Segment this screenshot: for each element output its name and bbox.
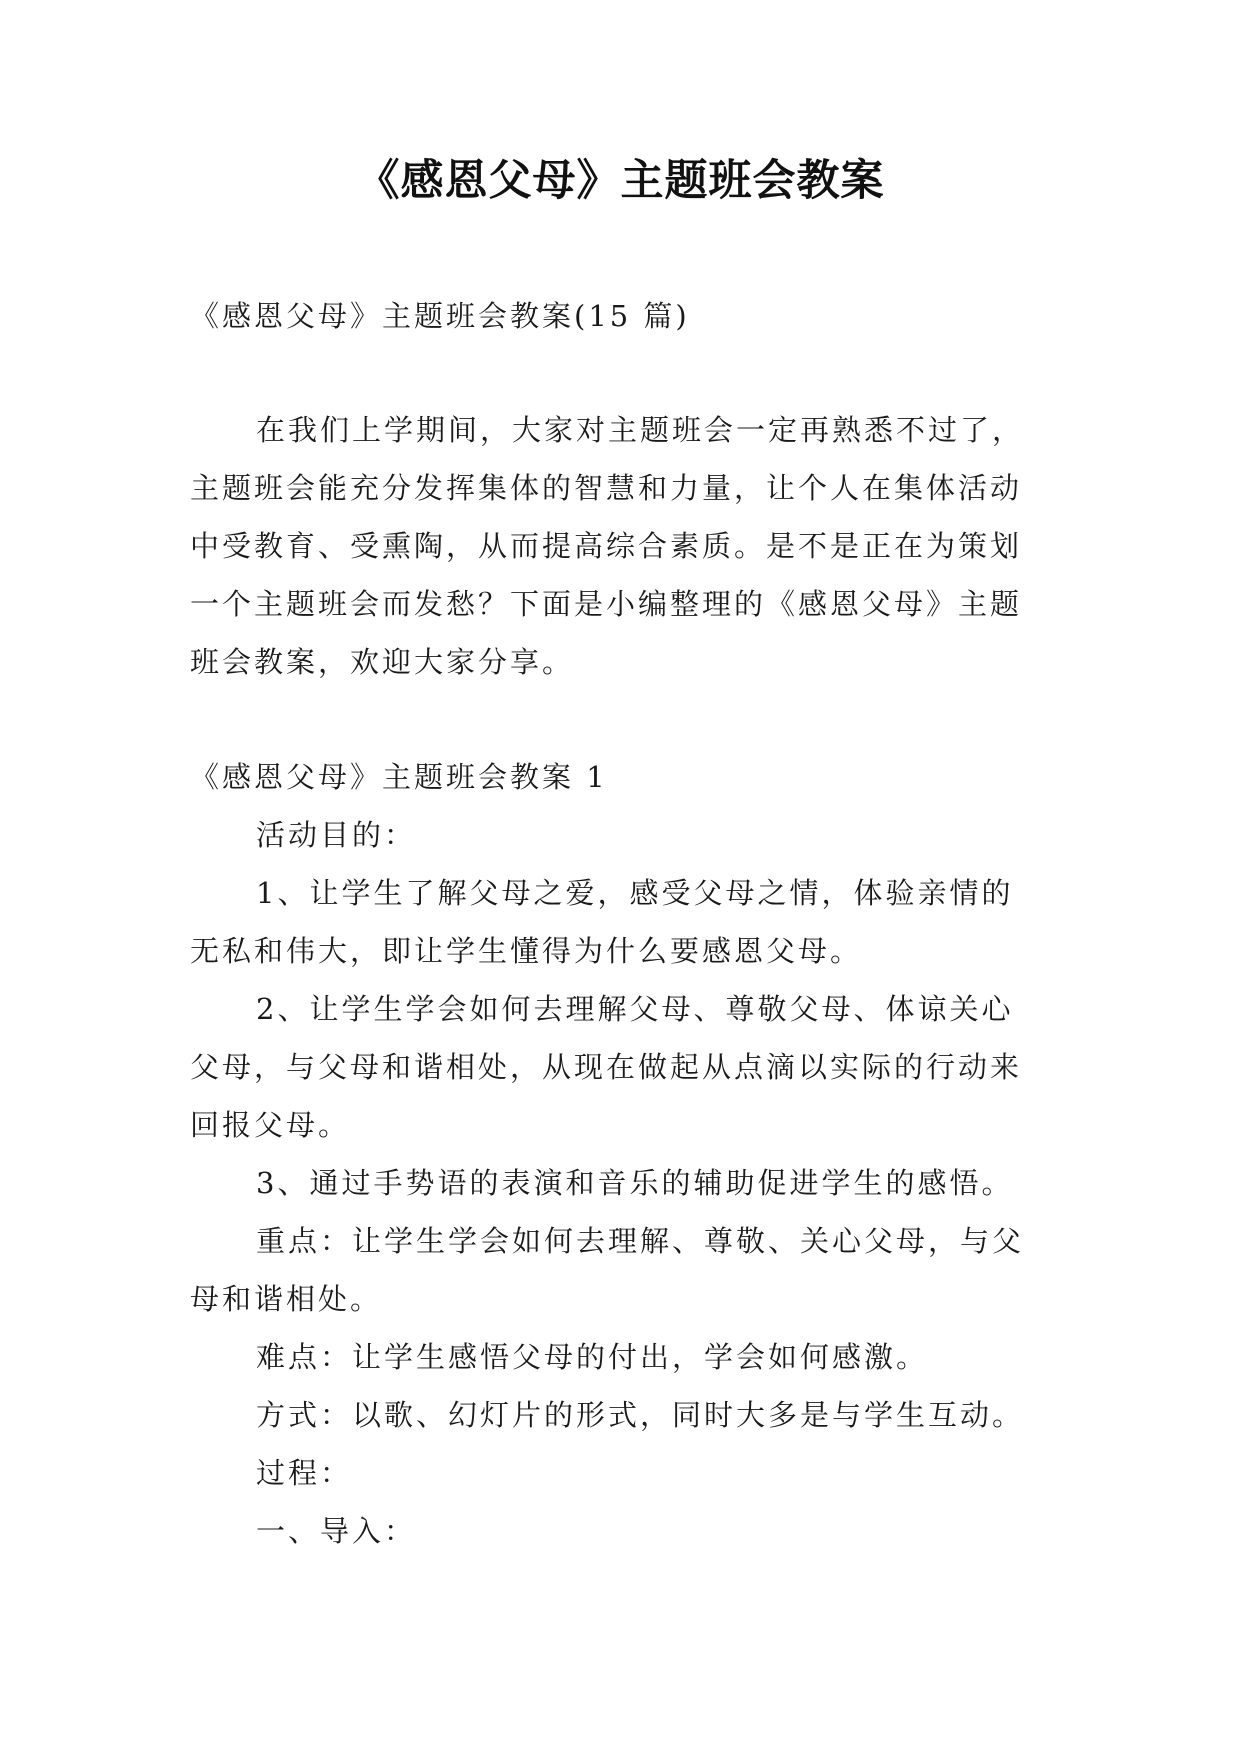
intro-line: 班会教案，欢迎大家分享。 xyxy=(190,645,575,679)
body-line: 回报父母。 xyxy=(190,1108,351,1142)
intro-line: 一个主题班会而发愁？下面是小编整理的《感恩父母》主题 xyxy=(190,587,1023,621)
intro-line: 在我们上学期间，大家对主题班会一定再熟悉不过了， xyxy=(256,413,1025,447)
intro-line: 中受教育、受熏陶，从而提高综合素质。是不是正在为策划 xyxy=(190,529,1023,563)
body-line: 无私和伟大，即让学生懂得为什么要感恩父母。 xyxy=(190,934,863,968)
body-line: 方式：以歌、幻灯片的形式，同时大多是与学生互动。 xyxy=(256,1398,1025,1432)
body-line: 重点：让学生学会如何去理解、尊敬、关心父母，与父 xyxy=(256,1224,1025,1258)
body-line: 3、通过手势语的表演和音乐的辅助促进学生的感悟。 xyxy=(256,1166,1014,1200)
body-line: 过程： xyxy=(256,1456,353,1490)
body-line: 1、让学生了解父母之爱，感受父母之情，体验亲情的 xyxy=(256,876,1014,910)
intro-line: 主题班会能充分发挥集体的智慧和力量，让个人在集体活动 xyxy=(190,471,1023,505)
body-line: 2、让学生学会如何去理解父母、尊敬父母、体谅关心 xyxy=(256,992,1014,1026)
body-line: 活动目的： xyxy=(256,818,417,852)
document-subtitle: 《感恩父母》主题班会教案(15 篇) xyxy=(190,299,690,333)
section-heading: 《感恩父母》主题班会教案 1 xyxy=(190,760,608,794)
body-line: 一、导入： xyxy=(256,1514,417,1548)
body-line: 母和谐相处。 xyxy=(190,1282,383,1316)
body-line: 父母，与父母和谐相处，从现在做起从点滴以实际的行动来 xyxy=(190,1050,1023,1084)
body-line: 难点：让学生感悟父母的付出，学会如何感激。 xyxy=(256,1340,929,1374)
document-title: 《感恩父母》主题班会教案 xyxy=(356,156,885,206)
